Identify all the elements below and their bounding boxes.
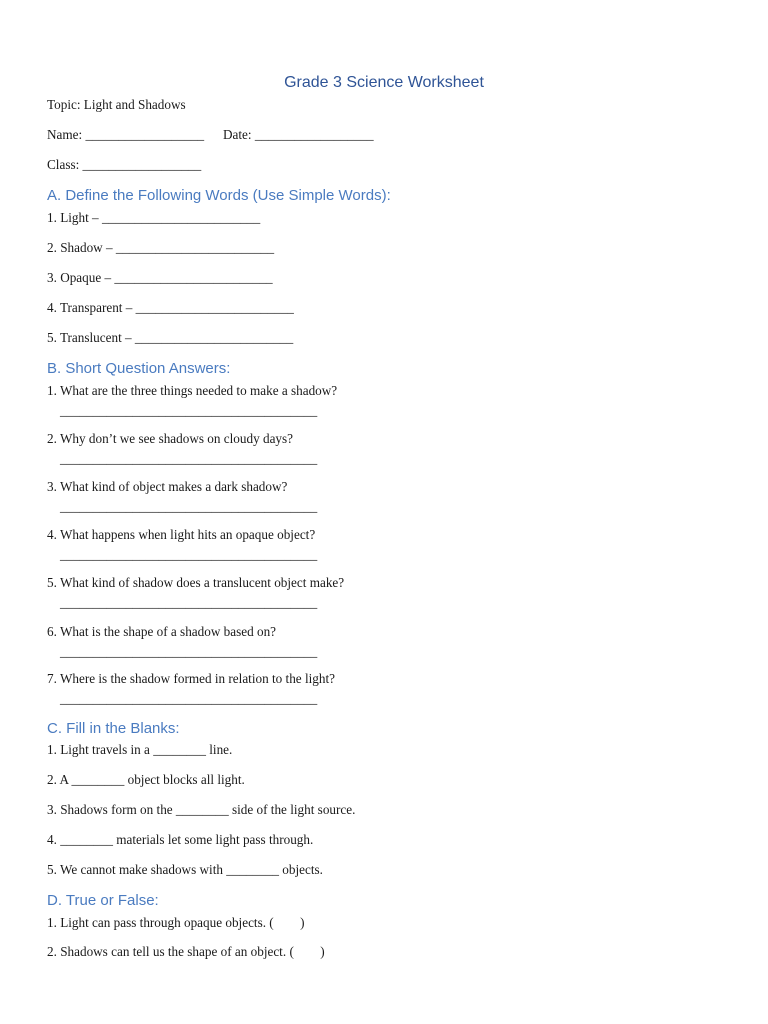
true-false-item: 2. Shadows can tell us the shape of an object. ( ) [47,944,325,959]
answer-line: _______________________________________ [60,691,318,706]
question-item: 6. What is the shape of a shadow based on? [47,624,277,639]
topic-text: Topic: Light and Shadows [47,97,186,112]
section-d-heading: D. True or False: [47,892,159,909]
question-item: 5. What kind of shadow does a translucent object make? [47,575,345,590]
fill-blank-item: 3. Shadows form on the ________ side of the light source. [47,802,356,817]
answer-line: _______________________________________ [60,403,318,418]
definition-item: 2. Shadow – ________________________ [47,240,275,255]
answer-line: _______________________________________ [60,499,318,514]
answer-line: _______________________________________ [60,595,318,610]
name-field-line: Name: __________________ [47,127,205,142]
fill-blank-item: 1. Light travels in a ________ line. [47,742,233,757]
section-b-heading: B. Short Question Answers: [47,360,231,377]
answer-line: _______________________________________ [60,547,318,562]
definition-item: 5. Translucent – ________________________ [47,330,294,345]
question-item: 1. What are the three things needed to make a shadow? [47,383,338,398]
fill-blank-item: 4. ________ materials let some light pass through. [47,832,314,847]
answer-line: _______________________________________ [60,644,318,659]
section-a-heading: A. Define the Following Words (Use Simple Words): [47,187,391,204]
date-field-line: Date: __________________ [223,127,374,142]
true-false-item: 1. Light can pass through opaque objects. ( ) [47,915,305,930]
class-field-line: Class: __________________ [47,157,202,172]
section-c-heading: C. Fill in the Blanks: [47,720,180,737]
question-item: 7. Where is the shadow formed in relation to the light? [47,671,335,686]
fill-blank-item: 5. We cannot make shadows with ________ objects. [47,862,323,877]
definition-item: 3. Opaque – ________________________ [47,270,273,285]
question-item: 3. What kind of object makes a dark shadow? [47,479,288,494]
question-item: 2. Why don’t we see shadows on cloudy days? [47,431,294,446]
definition-item: 1. Light – ________________________ [47,210,261,225]
page-title: Grade 3 Science Worksheet [284,74,484,91]
fill-blank-item: 2. A ________ object blocks all light. [47,772,245,787]
answer-line: _______________________________________ [60,451,318,466]
question-item: 4. What happens when light hits an opaque object? [47,527,316,542]
definition-item: 4. Transparent – ________________________ [47,300,294,315]
